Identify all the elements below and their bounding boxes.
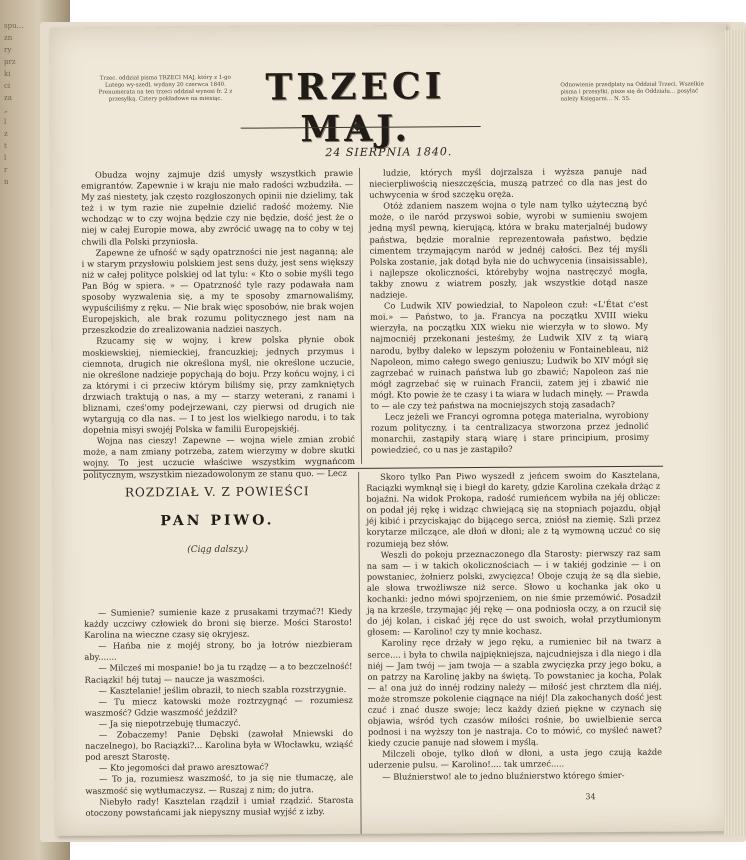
paragraph: Otóż zdaniem naszem wojna o tyle nam tylko użyteczną być może, o ile naród przyswoi sobie, wyrobi w sumieniu swojem jedną myśl pewną, kierującą, która w braku materjalnéj budowy państwa, będzie moralnie reprezentowała państwo, będzie cimentem trzymającym naród w jednéj całości. Bez téj myśli Polska zostanie, jak dotąd była nie do uchwycenia (insaisissable), i najlepsze okoliczności, którebyby wojna nastręczyć mogła, takby znowu z wiatrem poszły, jak wszystkie dotąd nasze nadzieje. [369, 199, 648, 300]
paragraph: — Milcześ mi mospanie! bo ja tu rządzę — a to bezczelność! Raciązki! héj tutaj — naucze ja waszmości. [84, 661, 353, 685]
top-left-column [81, 168, 355, 481]
paragraph: Skoro tylko Pan Piwo wyszedł z jeńcem swoim do Kasztelana, Raciązki wymknął się i biegł do karety, gdzie Karolina czekała drżąc z bojaźni. Na widok Prokopa, radość rumieńcem wybiła na jéj oblicze: on podał jéj rękę i widząc chwiejącą się na stopniach pojazdu, objął jéj kibić i przyciskając do bijącego serca, zniósł na ziemię. Szli przez korytarze milczące, ale dłoń w dłoni; ale z tą wymowną uczuć co się rozumieją bez słów. [366, 469, 661, 549]
paragraph: — Hańba nie z mojéj strony, bo ja łotrów niezbieram aby....... [84, 639, 353, 663]
paragraph: Obudza wojny zajmuje dziś umysły wszystkich prawie emigrantów. Zapewnie i w kraju nie mało radości wzbudziła. — My zaś niestety, jak często rozgłoszonych opinii nie dzielimy, tak też i w tym razie nie zupełnie dzielić radość możemy. Nie wchodząc w to czy wojna będzie czy nie będzie, dość jest że o niej w całej Europie mowa, aby zwrócić uwagę na to coby w tej chwili dla Polski przyniosła. [81, 167, 354, 247]
page-edges [724, 30, 746, 836]
paragraph: — To ja, rozumiesz waszmość, to ja się nie tłumaczę, ale waszmość się wytłumaczysz. — Ruszaj z nim; do jutra. [85, 772, 354, 796]
paragraph: Co Ludwik XIV powiedział, to Napoleon czuł: «L'État c'est moi.» — Państwo, to ja. Francya na początku XVIII wieku wierzyła, na początku XIX wieku nie wierzyła w to słowo. My najmocniéj przekonani jesteśmy, że Ludwik XIV z tą wiarą narodu, byłby daleko w lepszym położeniu w Fontainebleau, niż Napoleon, mimo całego swego geniuszu; Ludwik bo XIV mógł się zagrzebać w ruinach państwa lub go zbawić; Napoleon zaś nie mógł zagrzebać się w ruinach Francii, zatem jej i zbawić nie mógł. Kto powie że te czasy i ta wiara w ludach minęły. — Prawda to — ale czy też państwa na mocniejszych stoją zasadach? [369, 298, 649, 411]
page-number: 34 [585, 792, 596, 802]
paragraph: Rzucamy się w wojny, i krew polska płynie obok moskiewskiej, niemieckiej, francuzkiej; jednych przymus i ciemnota, drugich nie określona myśl, nie określone uczucie, nie określone nadzieje popychają do boju. Przy końcu wojny, i ci za którymi i ci przeciw którym biliśmy się, przy zamkniętych drzwiach traktują o nas, a my — starzy weterani, z ranami i bliznami, cześ'omy podejrzewani, czy pierwsi od drugich nie wytargują co dla nas. — I to jest los wielkiego narodu, i to tak dopełnia misyi swojéj Polska w familii Europejskiéj. [82, 334, 355, 435]
newspaper-page [50, 23, 732, 836]
paragraph: Wojna nas cieszy! Zapewne — wojna wiele zmian zrobić może, a nam zmiany potrzeba, zatem wierzymy w dobre skutki wojny. To jest uczucie właściwe wszystkim wygnańcom politycznym, wszystkim niezadowolonym ze stanu quo. — Lecz [82, 434, 356, 480]
paragraph: Zapewne że ufność w sądy opatrzności nie jest naganną; ale i w starym przysłowiu polskiem jest sens duży, jest sens większy niż w całej polityce polskiej od lat tylu: « Kto o sobie myśli tego Pan Bóg w spiera. » — Opatrzność tyle razy podawała nam sposoby wyzwalenia się, a my te sposoby zmarnowaliśmy, wypuściliśmy z ręku. — Nie brak więc sposobów, nie brak wojen Europejskich, ale brak rozumu politycznego jest nam na przeszkodzie do zrealizowania nadziei naszych. [81, 245, 355, 336]
bottom-right-column [366, 470, 662, 783]
paragraph: Weszli do pokoju przeznaczonego dla Starosty: pierwszy raz sam na sam — i w takich okolicznościach — i w takiéj godzinie — i on powstaniec, żołnierz polski, zwycięzca! Oboje czują że są dla siebie, ale słowa trwożliwsze niż serce. Słowo u kochanka jak oko u kochanki: jedno mówi spojrzeniem, on nie śmie przemówić. Posadził ją na krześle, trzymając jéj rękę — ona podniosła oczy, a on rzucił się do jéj kolan, i ciskać jéj ręce do ust swoich, wołał przytłumionym głosem: — Karolino! czy ty mnie kochasz. [366, 547, 662, 638]
paragraph: Niebyło rady! Kasztelan rządził i umiał rządzić. Starosta otoczony powstańcami jak niepyszny musiał wyjść z izby. [85, 794, 354, 818]
adjacent-page-text: spu… zn ry prz ki ci za „ l z t l r n [4, 22, 24, 186]
paragraph: Lecz jeżeli we Francyi ogromna potęga materialna, wyrobiony rozum polityczny, i ta centralizacya stworzona przez jednolić monarchii, zastąpiły starą wiarę i stare principium, prosimy powiedzieć, co u nas je zastąpiło? [370, 409, 649, 456]
column-divider [359, 168, 362, 464]
paragraph: — Bluźnierstwo! ale to jedno bluźnierstwo którego śmier- [382, 769, 625, 782]
issue-date: 24 SIERPNIA 1840. [325, 145, 453, 160]
masthead-left-notice: Trzec. oddział pisma TRZECI MAJ, który z 1-go Lutego wy-szedł, wydany 20 czerwca 1840. Prenumerata na ten trzeci oddział wynosi fr. 2 z przesyłką. Cztery pokładowe na miesiąc. [98, 74, 233, 103]
paragraph: — Zobaczemy! Panie Dębski (zawołał Mniewski do naczelnego), bo Raciązki?... Karolina była w Włocławku, wziąść pod areszt Starostę. [84, 727, 354, 762]
newspaper-title: TRZECI MAJ. [265, 65, 446, 151]
bottom-left-column [84, 606, 353, 819]
paragraph: Karoliny ręce drżały w jego ręku, a rumieniec bił na twarz a serce.... i była to chwila najpiękniejsza, najcudniejsza i dla niego i dla niéj — Jam twój — jam twoja — a szabla zwycięzka przy jego boku, a on patrzy na Karolinę jakby na świętą. To powstaniec ja kocha, Polak — a! ona już do innéj rodziny należy — miłość jest chrztem dla niéj, może stromsze pokolenie ciągnące na niéj! Dla zakochanych dość jest czuć i znać dusze swoje; lecz każdy dzień piękne w czynach się objawia, wśród tych czasów miłości rośnie, bo uwielbienie serca podnosi i na wyższy ton je nastraja. Co to mówić, co myśleć nawet? kiedy czucie panuje nad słowem i myślą. [367, 636, 662, 749]
story-title: PAN PIWO. [160, 512, 275, 530]
continuation-note: (Ciąg dalszy.) [187, 544, 249, 556]
paragraph: — Ja się niepotrzebuję tłumaczyć. [98, 717, 241, 729]
paragraph: Milczeli oboje, tylko dłoń w dłoni, a usta jego czują każde uderzenie pulsu. — Karolino!.... tak umrzeć..... [368, 747, 663, 771]
paragraph: — Kto jegomości dał prawo aresztować? [99, 761, 269, 773]
title-ornament-rule [241, 123, 481, 133]
paragraph: — Tu miecz katowski może roztrzygnąć — rozumiesz waszmość? Gdzie waszmość jeździł? [84, 694, 353, 718]
paragraph: — Kasztelanie! jeślim obraził, to niech szabla rozstrzygnie. [98, 683, 347, 696]
top-right-column [369, 166, 649, 456]
column-divider [358, 472, 362, 836]
chapter-heading: ROZDZIAŁ V. Z POWIEŚCI [124, 484, 310, 500]
paragraph: — Sumienie? sumienie kaze z prusakami trzymać?! Kiedy każdy uczciwy człowiek do broni się bierze. Mości Starosto! Karolina na wieczne czasy się okryjesz. [84, 605, 353, 640]
masthead-right-notice: Odnowienie przedpłaty na Oddział Trzeci. Wszelkie pisma i przesyłki, pisze się do Oddziału… posyłać należy Księgarni… N. 55. [560, 81, 704, 103]
paragraph: ludzie, których myśl dojrzalsza i wyższa panuje nad niecierpliwością nieszczęścia, muszą patrzeć co dla nas jest do uchwycenia w środ szczęku oręża. [369, 165, 648, 200]
